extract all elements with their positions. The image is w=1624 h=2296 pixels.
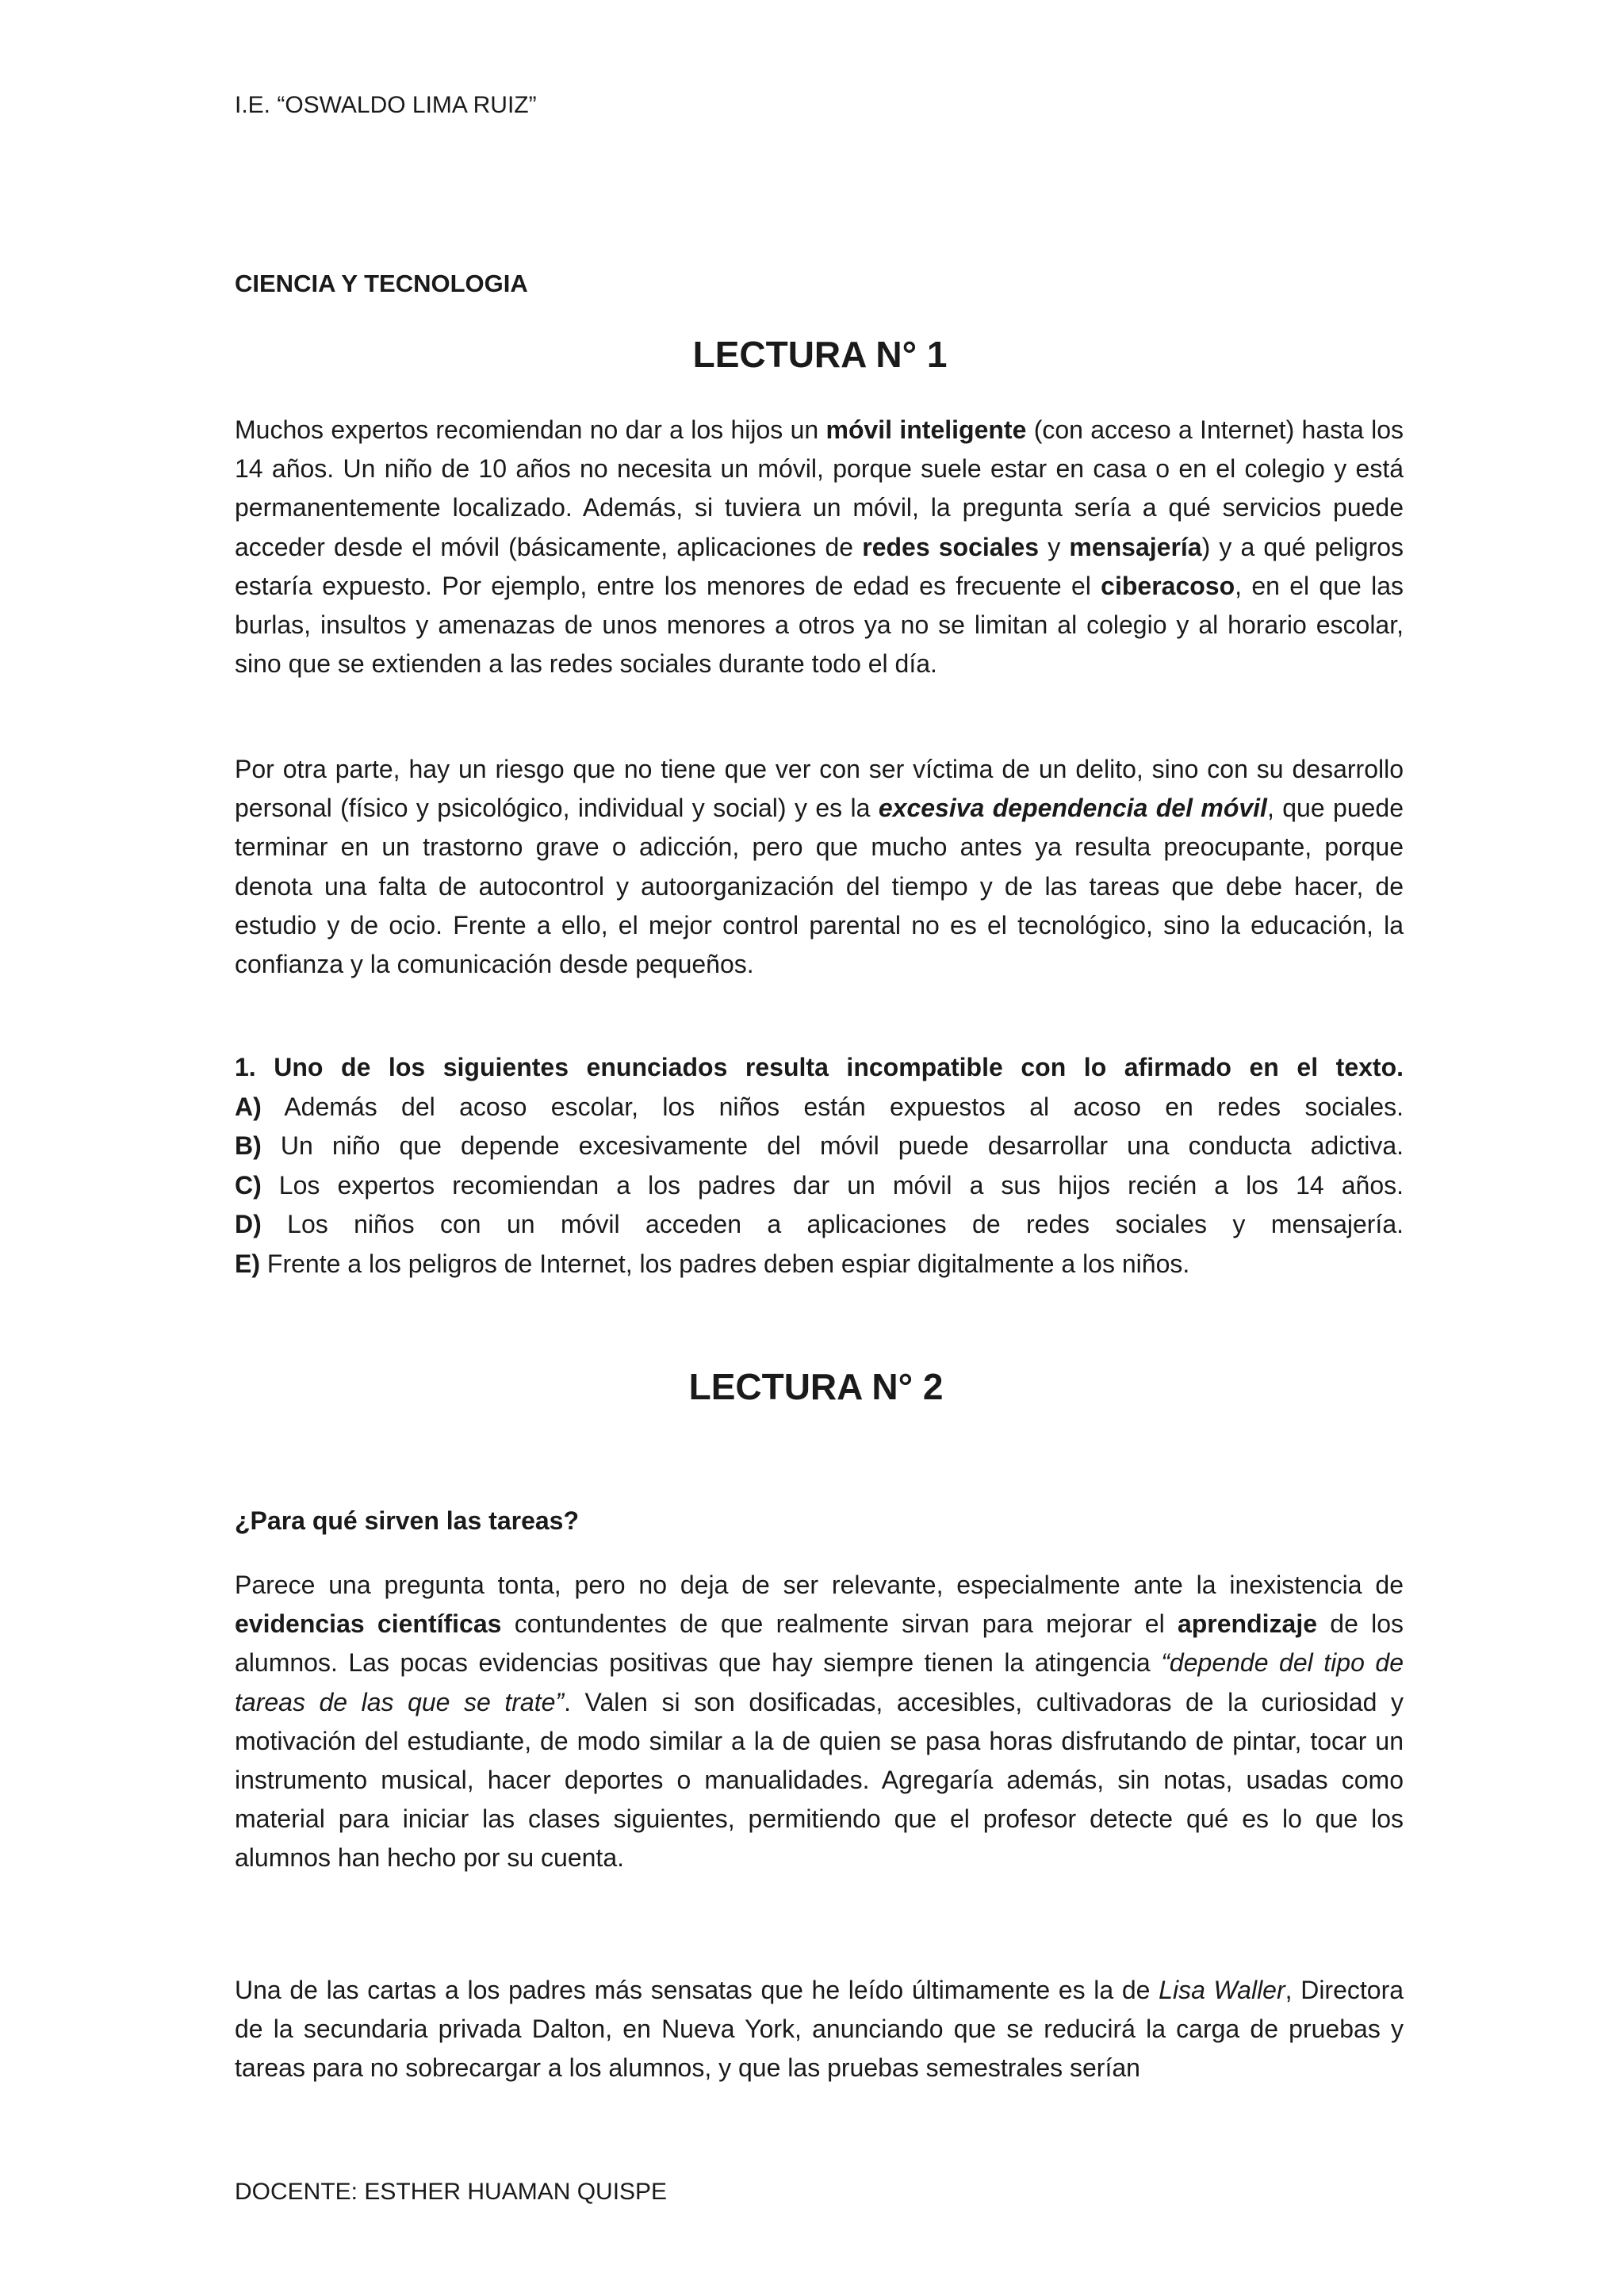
lectura-2-subtitle: ¿Para qué sirven las tareas? xyxy=(235,1506,579,1535)
subject-title: CIENCIA Y TECNOLOGIA xyxy=(235,270,528,297)
question-stem: 1. Uno de los siguientes enunciados resulta incompatible con lo afirmado en el texto. xyxy=(235,1053,1404,1081)
option-a: A) Además del acoso escolar, los niños están expuestos al acoso en redes sociales. xyxy=(235,1092,1404,1121)
lectura-1-paragraph-2: Por otra parte, hay un riesgo que no tiene que ver con ser víctima de un delito, sino con su desarrollo personal (físico y psicológico, individual y social) y es la excesiva dependencia del móvil, que puede terminar en un trastorno grave o adicción, pero que mucho antes ya resulta preocupante, porque denota una falta de autocontrol y autoorganización del tiempo y de las tareas que debe hacer, de estudio y de ocio. Frente a ello, el mejor control parental no es el tecnológico, sino la educación, la confianza y la comunicación desde pequeños. xyxy=(235,755,1404,979)
lectura-2-title: LECTURA N° 2 xyxy=(688,1366,944,1407)
question-1 xyxy=(235,1048,1404,1284)
option-c: C) Los expertos recomiendan a los padres dar un móvil a sus hijos recién a los 14 años. xyxy=(235,1170,1404,1200)
lectura-1-title: LECTURA N° 1 xyxy=(692,334,948,375)
option-d: D) Los niños con un móvil acceden a aplicaciones de redes sociales y mensajería. xyxy=(235,1210,1404,1238)
option-b: B) Un niño que depende excesivamente del móvil puede desarrollar una conducta adictiva. xyxy=(235,1131,1404,1160)
school-header: I.E. “OSWALDO LIMA RUIZ” xyxy=(235,92,537,118)
teacher-footer: DOCENTE: ESTHER HUAMAN QUISPE xyxy=(235,2179,668,2205)
lectura-2-paragraph-1: Parece una pregunta tonta, pero no deja de ser relevante, especialmente ante la inexistencia de evidencias científicas contundentes de que realmente sirvan para mejorar el aprendizaje de los alumnos. Las pocas evidencias positivas que hay siempre tienen la atingencia “depende del tipo de tareas de las que se trate”. Valen si son dosificadas, accesibles, cultivadoras de la curiosidad y motivación del estudiante, de modo similar a la de quien se pasa horas disfrutando de pintar, tocar un instrumento musical, hacer deportes o manualidades. Agregaría además, sin notas, usadas como material para iniciar las clases siguientes, permitiendo que el profesor detecte qué es lo que los alumnos han hecho por su cuenta. xyxy=(235,1571,1404,1873)
lectura-1-paragraph-1: Muchos expertos recomiendan no dar a los hijos un móvil inteligente (con acceso a Internet) hasta los 14 años. Un niño de 10 años no necesita un móvil, porque suele estar en casa o en el colegio y está permanentemente localizado. Además, si tuviera un móvil, la pregunta sería a qué servicios puede acceder desde el móvil (básicamente, aplicaciones de redes sociales y mensajería) y a qué peligros estaría expuesto. Por ejemplo, entre los menores de edad es frecuente el ciberacoso, en el que las burlas, insultos y amenazas de unos menores a otros ya no se limitan al colegio y al horario escolar, sino que se extienden a las redes sociales durante todo el día. xyxy=(235,415,1404,679)
lectura-2-paragraph-2: Una de las cartas a los padres más sensatas que he leído últimamente es la de Lisa Waller, Directora de la secundaria privada Dalton, en Nueva York, anunciando que se reducirá la carga de pruebas y tareas para no sobrecargar a los alumnos, y que las pruebas semestrales serían xyxy=(235,1976,1404,2083)
option-e: E) Frente a los peligros de Internet, los padres deben espiar digitalmente a los niños. xyxy=(235,1249,1190,1278)
